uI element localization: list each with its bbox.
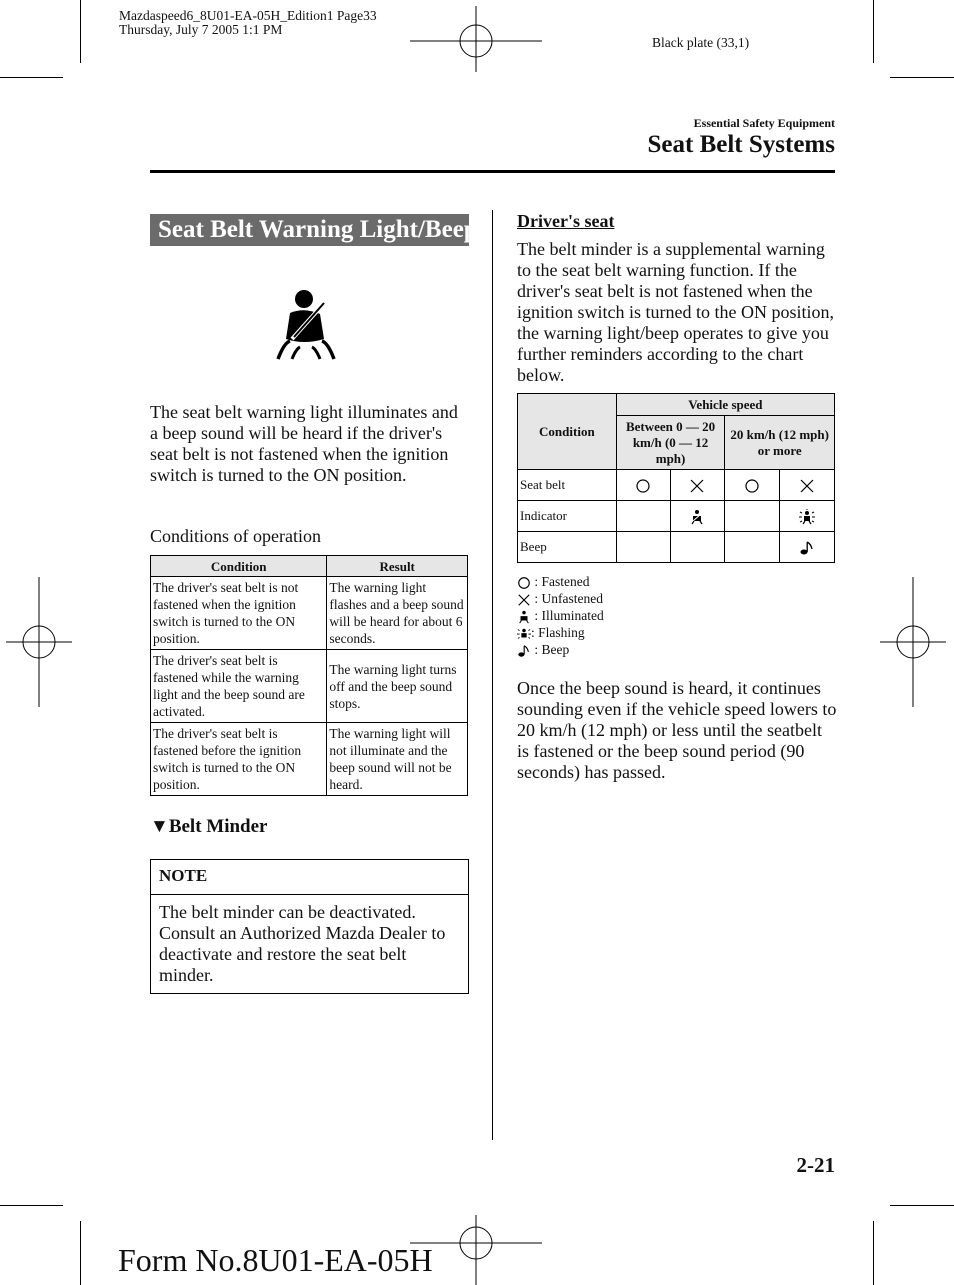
table-cell: The warning light turns off and the beep sound stops. [327,650,468,723]
table-cell [725,532,780,563]
seatbelt-flash-icon [517,627,531,641]
section-heading-box [150,214,478,246]
section-heading: Seat Belt Warning Light/Beep [158,216,478,243]
table-row [151,650,468,723]
circle-icon [635,478,651,494]
legend-text: : Fastened [534,574,590,589]
print-header-line2: Thursday, July 7 2005 1:1 PM [119,22,283,37]
registration-mark-left [6,577,72,707]
section-label: Essential Safety Equipment [693,116,835,130]
table-row [518,532,835,563]
crop-mark [873,0,874,63]
conditions-table [150,555,468,796]
table-header: Result [327,556,468,577]
table-header: Condition [151,556,327,577]
legend-item [517,607,604,624]
note-text: The belt minder can be deactivated. Consult an Authorized Mazda Dealer to deactivate and restore the seat belt minder. [159,902,446,985]
cross-icon [689,478,705,494]
print-header-line1: Mazdaspeed6_8U01-EA-05H_Edition1 Page33 [119,8,377,23]
note-title: NOTE [159,866,208,885]
header-rule [150,170,835,173]
seatbelt-warning-icon [274,287,338,362]
legend-text: : Unfastened [534,591,603,606]
drivers-seat-paragraph: The belt minder is a supplemental warning to the seat belt warning function. If the driver's seat belt is not fastened when the ignition switch is turned to the ON position, the warning light/beep operates to give you further reminders according to the chart below. [517,239,834,385]
note-box [150,859,469,994]
speed-band-low: Between 0 — 20 km/h (0 — 12 mph) [616,416,725,470]
registration-mark-top [410,6,542,72]
crop-mark [873,1221,874,1285]
table-row [151,723,468,796]
legend-item [517,573,604,590]
table-row [518,470,835,501]
seatbelt-lit-icon [517,610,531,624]
belt-minder-label: Belt Minder [168,816,268,837]
triangle-down-icon: ▼ [150,816,169,837]
row-label: Indicator [518,501,617,532]
table-row [518,501,835,532]
circle-icon [517,576,531,590]
legend-item [517,641,604,658]
seatbelt-flash-icon [799,509,815,525]
crop-mark [0,77,63,78]
table-cell: The warning light will not illuminate and the beep sound will not be heard. [327,723,468,796]
table-cell [670,532,725,563]
drivers-seat-heading: Driver's seat [517,211,615,231]
legend-item [517,624,604,641]
table-cell: The driver's seat belt is fastened before the ignition switch is turned to the ON position. [151,723,327,796]
cross-icon [799,478,815,494]
intro-paragraph: The seat belt warning light illuminates and a beep sound will be heard if the driver's seat belt is not fastened when the ignition switch is turned to the ON position. [150,402,458,485]
table-cell [780,470,835,501]
legend-text: : Illuminated [534,608,604,623]
row-label: Seat belt [518,470,617,501]
note-divider [151,894,468,895]
speed-table [517,393,835,563]
table-cell [670,501,725,532]
form-number: Form No.8U01-EA-05H [118,1242,433,1278]
table-cell [780,501,835,532]
cross-icon [517,593,531,607]
table-cell [616,532,670,563]
legend-item [517,590,604,607]
circle-icon [744,478,760,494]
beep-paragraph: Once the beep sound is heard, it continues sounding even if the vehicle speed lowers to 20 km/h (12 mph) or less until the seatbelt is fastened or the beep sound period (90 seconds) has passed. [517,678,837,782]
crop-mark [80,1221,81,1285]
note-icon [799,540,815,556]
condition-header: Condition [518,394,617,470]
table-cell [616,501,670,532]
speed-header: Vehicle speed [616,394,834,416]
crop-mark [890,1205,954,1206]
table-cell: The driver's seat belt is not fastened when the ignition switch is turned to the ON position. [151,577,327,650]
page-title: Seat Belt Systems [647,131,835,158]
page-number: 2-21 [796,1153,835,1177]
column-divider [492,210,493,1140]
belt-minder-heading [150,816,268,838]
table-cell [780,532,835,563]
legend-text: : Flashing [531,625,585,640]
crop-mark [80,0,81,63]
crop-mark [0,1205,63,1206]
crop-mark [890,77,954,78]
table-cell [616,470,670,501]
seatbelt-lit-icon [689,509,705,525]
table-row [151,577,468,650]
legend [517,573,604,658]
registration-mark-right [880,577,946,707]
legend-text: : Beep [534,642,570,657]
table-cell [725,470,780,501]
speed-band-high: 20 km/h (12 mph) or more [725,416,835,470]
table-cell: The warning light flashes and a beep sound will be heard for about 6 seconds. [327,577,468,650]
table-cell [670,470,725,501]
conditions-label: Conditions of operation [150,526,321,546]
table-cell: The driver's seat belt is fastened while the warning light and the beep sound are activated. [151,650,327,723]
note-icon [517,644,531,658]
plate-label: Black plate (33,1) [652,35,750,50]
row-label: Beep [518,532,617,563]
table-cell [725,501,780,532]
